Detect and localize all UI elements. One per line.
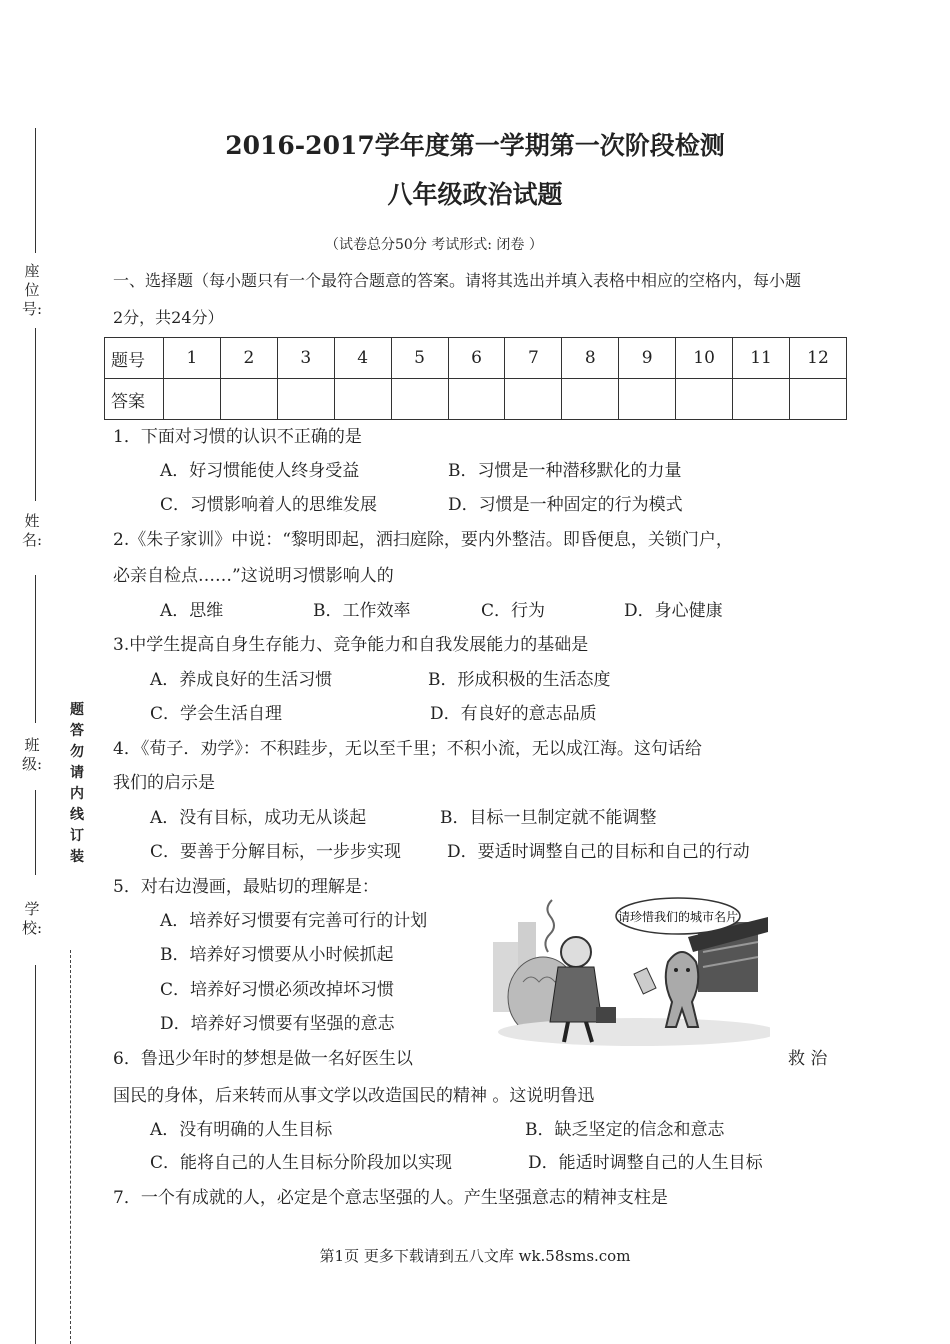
question-number: 10 (676, 338, 733, 379)
q6-stem: 6．鲁迅少年时的梦想是做一名好医生以 (113, 1049, 413, 1069)
binding-dashed-line (70, 950, 71, 1344)
q3-option-c: C．学会生活自理 (150, 704, 283, 724)
cartoon-drawing (488, 882, 770, 1050)
q4-option-a: A．没有目标，成功无从谈起 (150, 808, 367, 828)
question-number: 9 (619, 338, 676, 379)
question-number: 2 (220, 338, 277, 379)
seat-label: 座位号: (22, 262, 43, 318)
answer-table (104, 337, 847, 420)
question-number: 7 (505, 338, 562, 379)
q3-option-b: B．形成积极的生活态度 (428, 670, 611, 690)
question-number: 3 (277, 338, 334, 379)
question-number: 8 (562, 338, 619, 379)
question-number: 5 (391, 338, 448, 379)
q5-stem: 5．对右边漫画，最贴切的理解是： (113, 877, 379, 897)
q4-option-d: D．要适时调整自己的目标和自己的行动 (447, 842, 750, 862)
q5-option-c: C．培养好习惯必须改掉坏习惯 (160, 980, 395, 1000)
answer-cell[interactable] (391, 379, 448, 420)
q7-stem: 7．一个有成就的人，必定是个意志坚强的人。产生坚强意志的精神支柱是 (113, 1188, 668, 1208)
answer-cell[interactable] (619, 379, 676, 420)
q3-stem: 3.中学生提高自身生存能力、竞争能力和自我发展能力的基础是 (113, 635, 589, 655)
q6-option-b: B．缺乏坚定的信念和意志 (525, 1120, 725, 1140)
q3-option-d: D．有良好的意志品质 (430, 704, 597, 724)
binding-note: 题答勿请内线订装 (70, 702, 84, 865)
q6-stem-tail: 救 治 (788, 1049, 828, 1069)
q2-option-c: C．行为 (481, 601, 546, 621)
q4-stem: 4．《荀子．劝学》：不积跬步，无以至千里；不积小流，无以成江海。这句话给 (113, 739, 702, 759)
answer-cell[interactable] (220, 379, 277, 420)
question-number: 1 (164, 338, 221, 379)
q4-stem-cont: 我们的启示是 (113, 773, 215, 793)
question-number: 6 (448, 338, 505, 379)
q1-stem: 1．下面对习惯的认识不正确的是 (113, 427, 362, 447)
margin-line (35, 790, 36, 875)
q6-option-c: C．能将自己的人生目标分阶段加以实现 (150, 1153, 453, 1173)
q2-option-b: B．工作效率 (313, 601, 411, 621)
q3-option-a: A．养成良好的生活习惯 (150, 670, 333, 690)
q6-option-d: D．能适时调整自己的人生目标 (528, 1153, 763, 1173)
answer-cell[interactable] (505, 379, 562, 420)
answer-cell[interactable] (277, 379, 334, 420)
table-row (105, 379, 847, 420)
section-instruction: 一、选择题（每小题只有一个最符合题意的答案。请将其选出并填入表格中相应的空格内，每小题 (113, 271, 802, 290)
q1-option-b: B．习惯是一种潜移默化的力量 (448, 461, 682, 481)
exam-info: （试卷总分50分 考试形式: 闭卷 ） (325, 237, 543, 253)
q5-option-b: B．培养好习惯要从小时候抓起 (160, 945, 394, 965)
q2-option-d: D．身心健康 (624, 601, 723, 621)
answer-cell[interactable] (562, 379, 619, 420)
q5-option-d: D．培养好习惯要有坚强的意志 (160, 1014, 395, 1034)
margin-line (35, 575, 36, 723)
cartoon-caption: 请珍惜我们的城市名片 (617, 910, 739, 924)
q2-stem: 2.《朱子家训》中说：“黎明即起，洒扫庭除，要内外整洁。即昏便息，关锁门户， (113, 530, 733, 550)
table-header-label: 题号 (105, 338, 164, 379)
school-label: 学校: (22, 900, 43, 937)
q6-stem-cont: 国民的身体，后来转而从事文学以改造国民的精神 。这说明鲁迅 (113, 1086, 595, 1106)
table-answer-label: 答案 (105, 379, 164, 420)
class-label: 班级: (22, 736, 43, 773)
q4-option-b: B．目标一旦制定就不能调整 (440, 808, 657, 828)
question-number: 4 (334, 338, 391, 379)
question-number: 12 (789, 338, 846, 379)
answer-cell[interactable] (334, 379, 391, 420)
q1-option-d: D．习惯是一种固定的行为模式 (448, 495, 683, 515)
margin-line (35, 328, 36, 501)
answer-cell[interactable] (676, 379, 733, 420)
page-footer: 第1页 更多下载请到五八文库 wk.58sms.com (319, 1247, 631, 1265)
answer-cell[interactable] (164, 379, 221, 420)
answer-cell[interactable] (789, 379, 846, 420)
q5-option-a: A．培养好习惯要有完善可行的计划 (160, 911, 428, 931)
q1-option-c: C．习惯影响着人的思维发展 (160, 495, 378, 515)
question-number: 11 (733, 338, 790, 379)
name-label: 姓名: (22, 512, 43, 549)
answer-cell[interactable] (448, 379, 505, 420)
q1-option-a: A．好习惯能使人终身受益 (160, 461, 360, 481)
margin-line (35, 965, 36, 1344)
exam-subtitle: 八年级政治试题 (387, 180, 563, 209)
exam-title: 2016-2017学年度第一学期第一次阶段检测 (225, 131, 725, 160)
table-row (105, 338, 847, 379)
q2-stem-cont: 必亲自检点……”这说明习惯影响人的 (113, 566, 394, 586)
q2-option-a: A．思维 (160, 601, 224, 621)
section-instruction-cont: 2分，共24分） (113, 308, 224, 327)
answer-cell[interactable] (733, 379, 790, 420)
q4-option-c: C．要善于分解目标，一步步实现 (150, 842, 402, 862)
cartoon-image (488, 882, 770, 1050)
q6-option-a: A．没有明确的人生目标 (150, 1120, 333, 1140)
